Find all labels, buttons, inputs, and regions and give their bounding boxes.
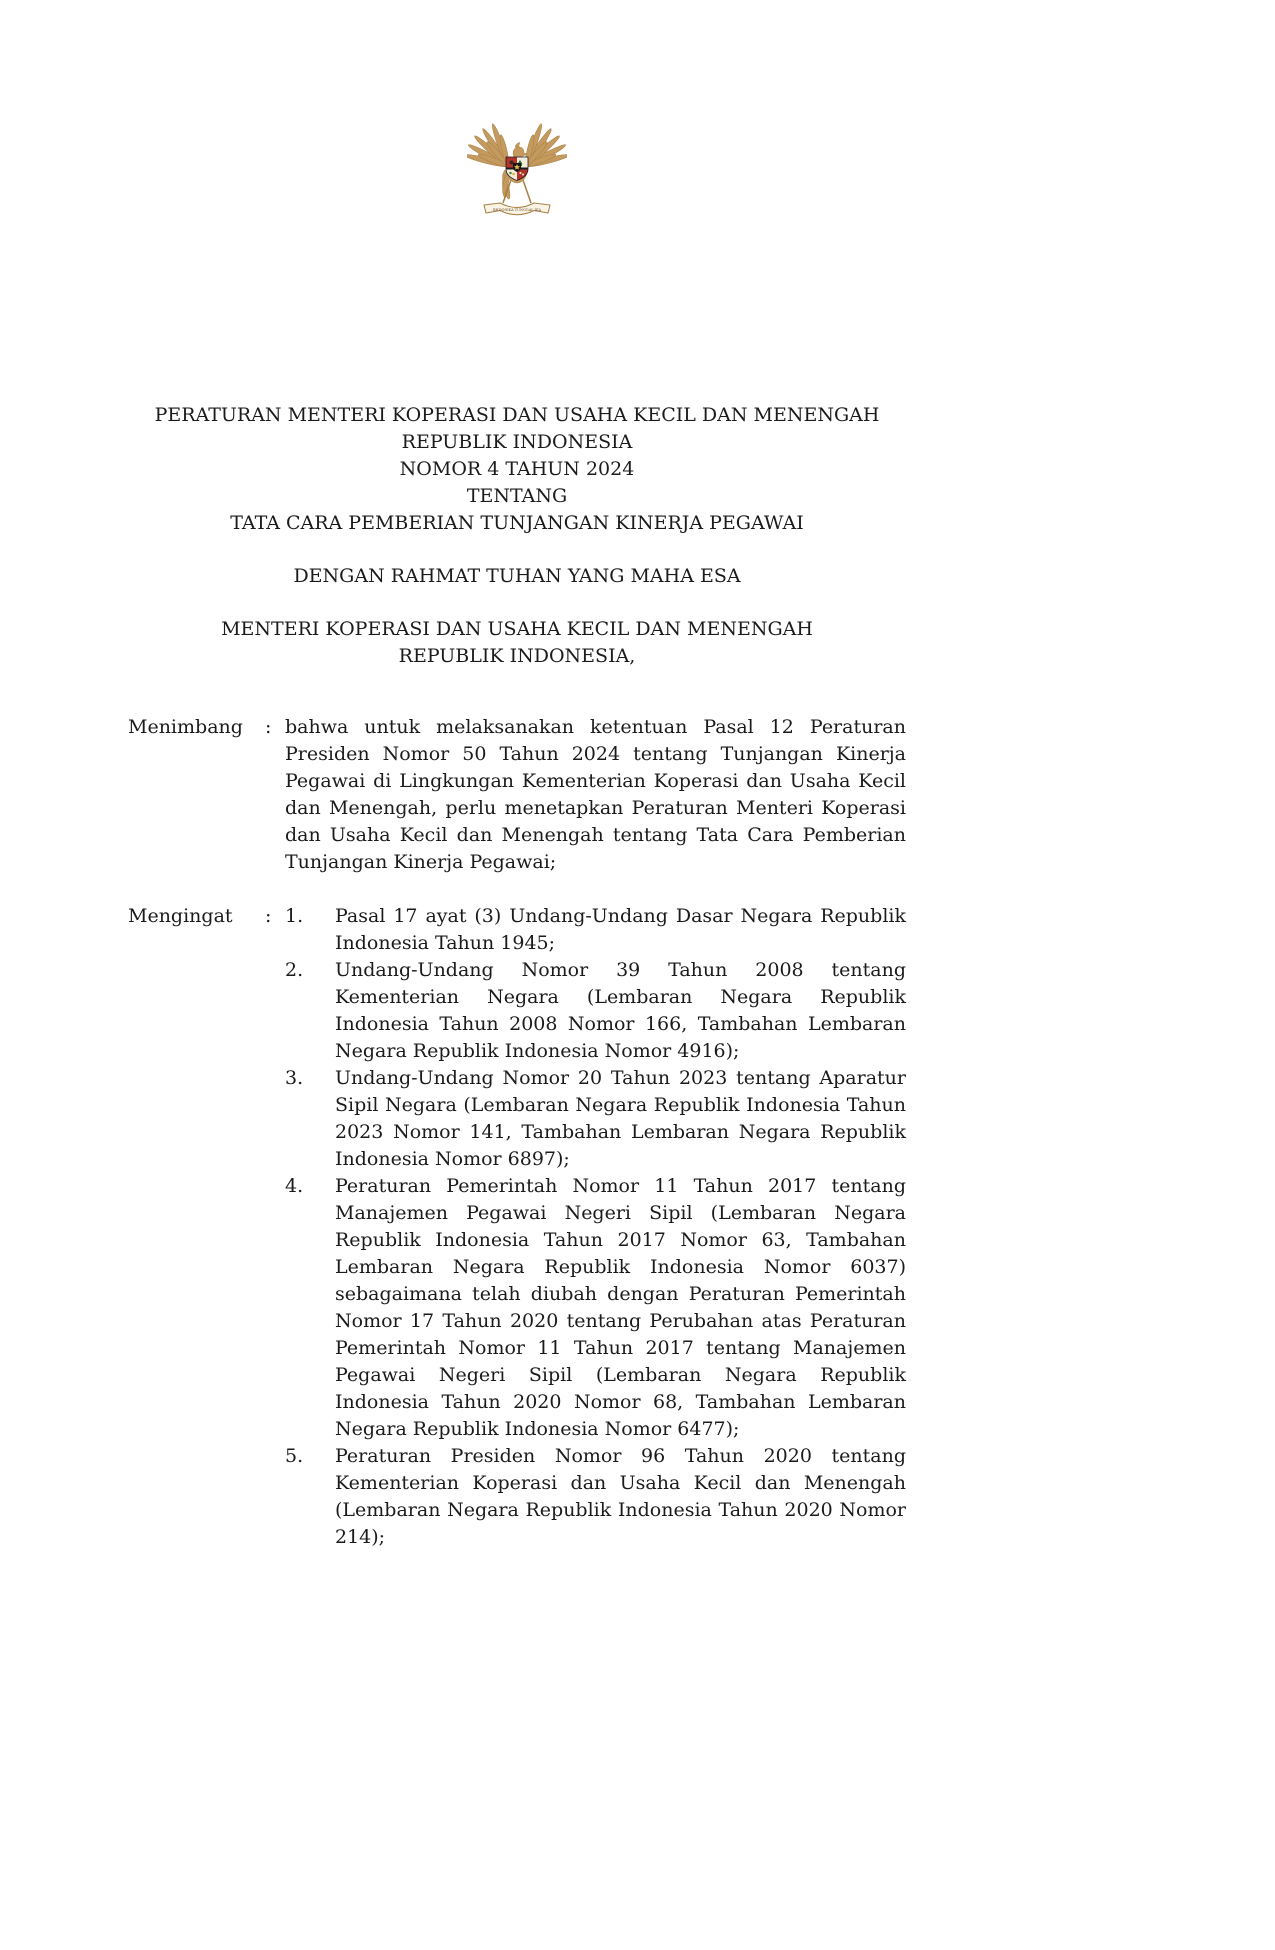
item-text: Undang-Undang Nomor 39 Tahun 2008 tentang Kementerian Negara (Lembaran Negara Republik Indonesia Tahun 2008 Nomor 166, Tambahan Lembaran Negara Republik Indonesia Nomor 4916);	[335, 959, 906, 1062]
authority-line-2: REPUBLIK INDONESIA,	[398, 645, 636, 667]
garuda-pancasila-emblem-icon	[467, 114, 567, 220]
item-text: Undang-Undang Nomor 20 Tahun 2023 tentang Aparatur Sipil Negara (Lembaran Negara Republik Indonesia Tahun 2023 Nomor 141, Tambahan Lembaran Negara Republik Indonesia Nomor 6897);	[335, 1067, 906, 1170]
mengingat-item-1	[285, 903, 906, 957]
menimbang-colon: :	[265, 716, 272, 738]
document-title	[128, 402, 906, 537]
title-line-2: REPUBLIK INDONESIA	[401, 431, 633, 453]
menimbang-text: bahwa untuk melaksanakan ketentuan Pasal 12 Peraturan Presiden Nomor 50 Tahun 2024 tentang Tunjangan Kinerja Pegawai di Lingkungan Kementerian Koperasi dan Usaha Kecil dan Menengah, perlu menetapkan Peraturan Menteri Koperasi dan Usaha Kecil dan Menengah tentang Tata Cara Pemberian Tunjangan Kinerja Pegawai;	[285, 716, 906, 873]
title-line-1: PERATURAN MENTERI KOPERASI DAN USAHA KECIL DAN MENENGAH	[154, 404, 880, 426]
emblem-container	[128, 0, 906, 220]
item-number: 1.	[285, 905, 304, 927]
invocation-line: DENGAN RAHMAT TUHAN YANG MAHA ESA	[293, 565, 741, 587]
mengingat-item-2	[285, 957, 906, 1065]
item-text: Peraturan Presiden Nomor 96 Tahun 2020 tentang Kementerian Koperasi dan Usaha Kecil dan Menengah (Lembaran Negara Republik Indonesia Tahun 2020 Nomor 214);	[335, 1445, 906, 1548]
authority-block	[128, 616, 906, 670]
menimbang-section	[128, 714, 906, 876]
title-line-4: TENTANG	[466, 485, 568, 507]
authority-line-1: MENTERI KOPERASI DAN USAHA KECIL DAN MENENGAH	[221, 618, 813, 640]
title-line-5: TATA CARA PEMBERIAN TUNJANGAN KINERJA PEGAWAI	[230, 512, 804, 534]
title-line-3: NOMOR 4 TAHUN 2024	[399, 458, 635, 480]
item-number: 2.	[285, 959, 304, 981]
item-number: 4.	[285, 1175, 304, 1197]
menimbang-label: Menimbang	[128, 716, 243, 738]
mengingat-section	[128, 903, 906, 1551]
mengingat-items	[285, 903, 906, 1551]
item-number: 3.	[285, 1067, 304, 1089]
mengingat-colon: :	[265, 905, 272, 927]
document-content	[128, 0, 906, 1551]
emblem-motto-text: BHINNEKA TUNGGAL IKA	[492, 208, 542, 212]
item-text: Pasal 17 ayat (3) Undang-Undang Dasar Negara Republik Indonesia Tahun 1945;	[335, 905, 906, 954]
item-number: 5.	[285, 1445, 304, 1467]
item-text: Peraturan Pemerintah Nomor 11 Tahun 2017 tentang Manajemen Pegawai Negeri Sipil (Lembaran Negara Republik Indonesia Tahun 2017 Nomor 63, Tambahan Lembaran Negara Republik Indonesia Nomor 6037) sebagaimana telah diubah dengan Peraturan Pemerintah Nomor 17 Tahun 2020 tentang Perubahan atas Peraturan Pemerintah Nomor 11 Tahun 2017 tentang Manajemen Pegawai Negeri Sipil (Lembaran Negara Republik Indonesia Tahun 2020 Nomor 68, Tambahan Lembaran Negara Republik Indonesia Nomor 6477);	[335, 1175, 906, 1440]
mengingat-item-3	[285, 1065, 906, 1173]
mengingat-label: Mengingat	[128, 905, 233, 927]
mengingat-item-4	[285, 1173, 906, 1443]
mengingat-item-5	[285, 1443, 906, 1551]
